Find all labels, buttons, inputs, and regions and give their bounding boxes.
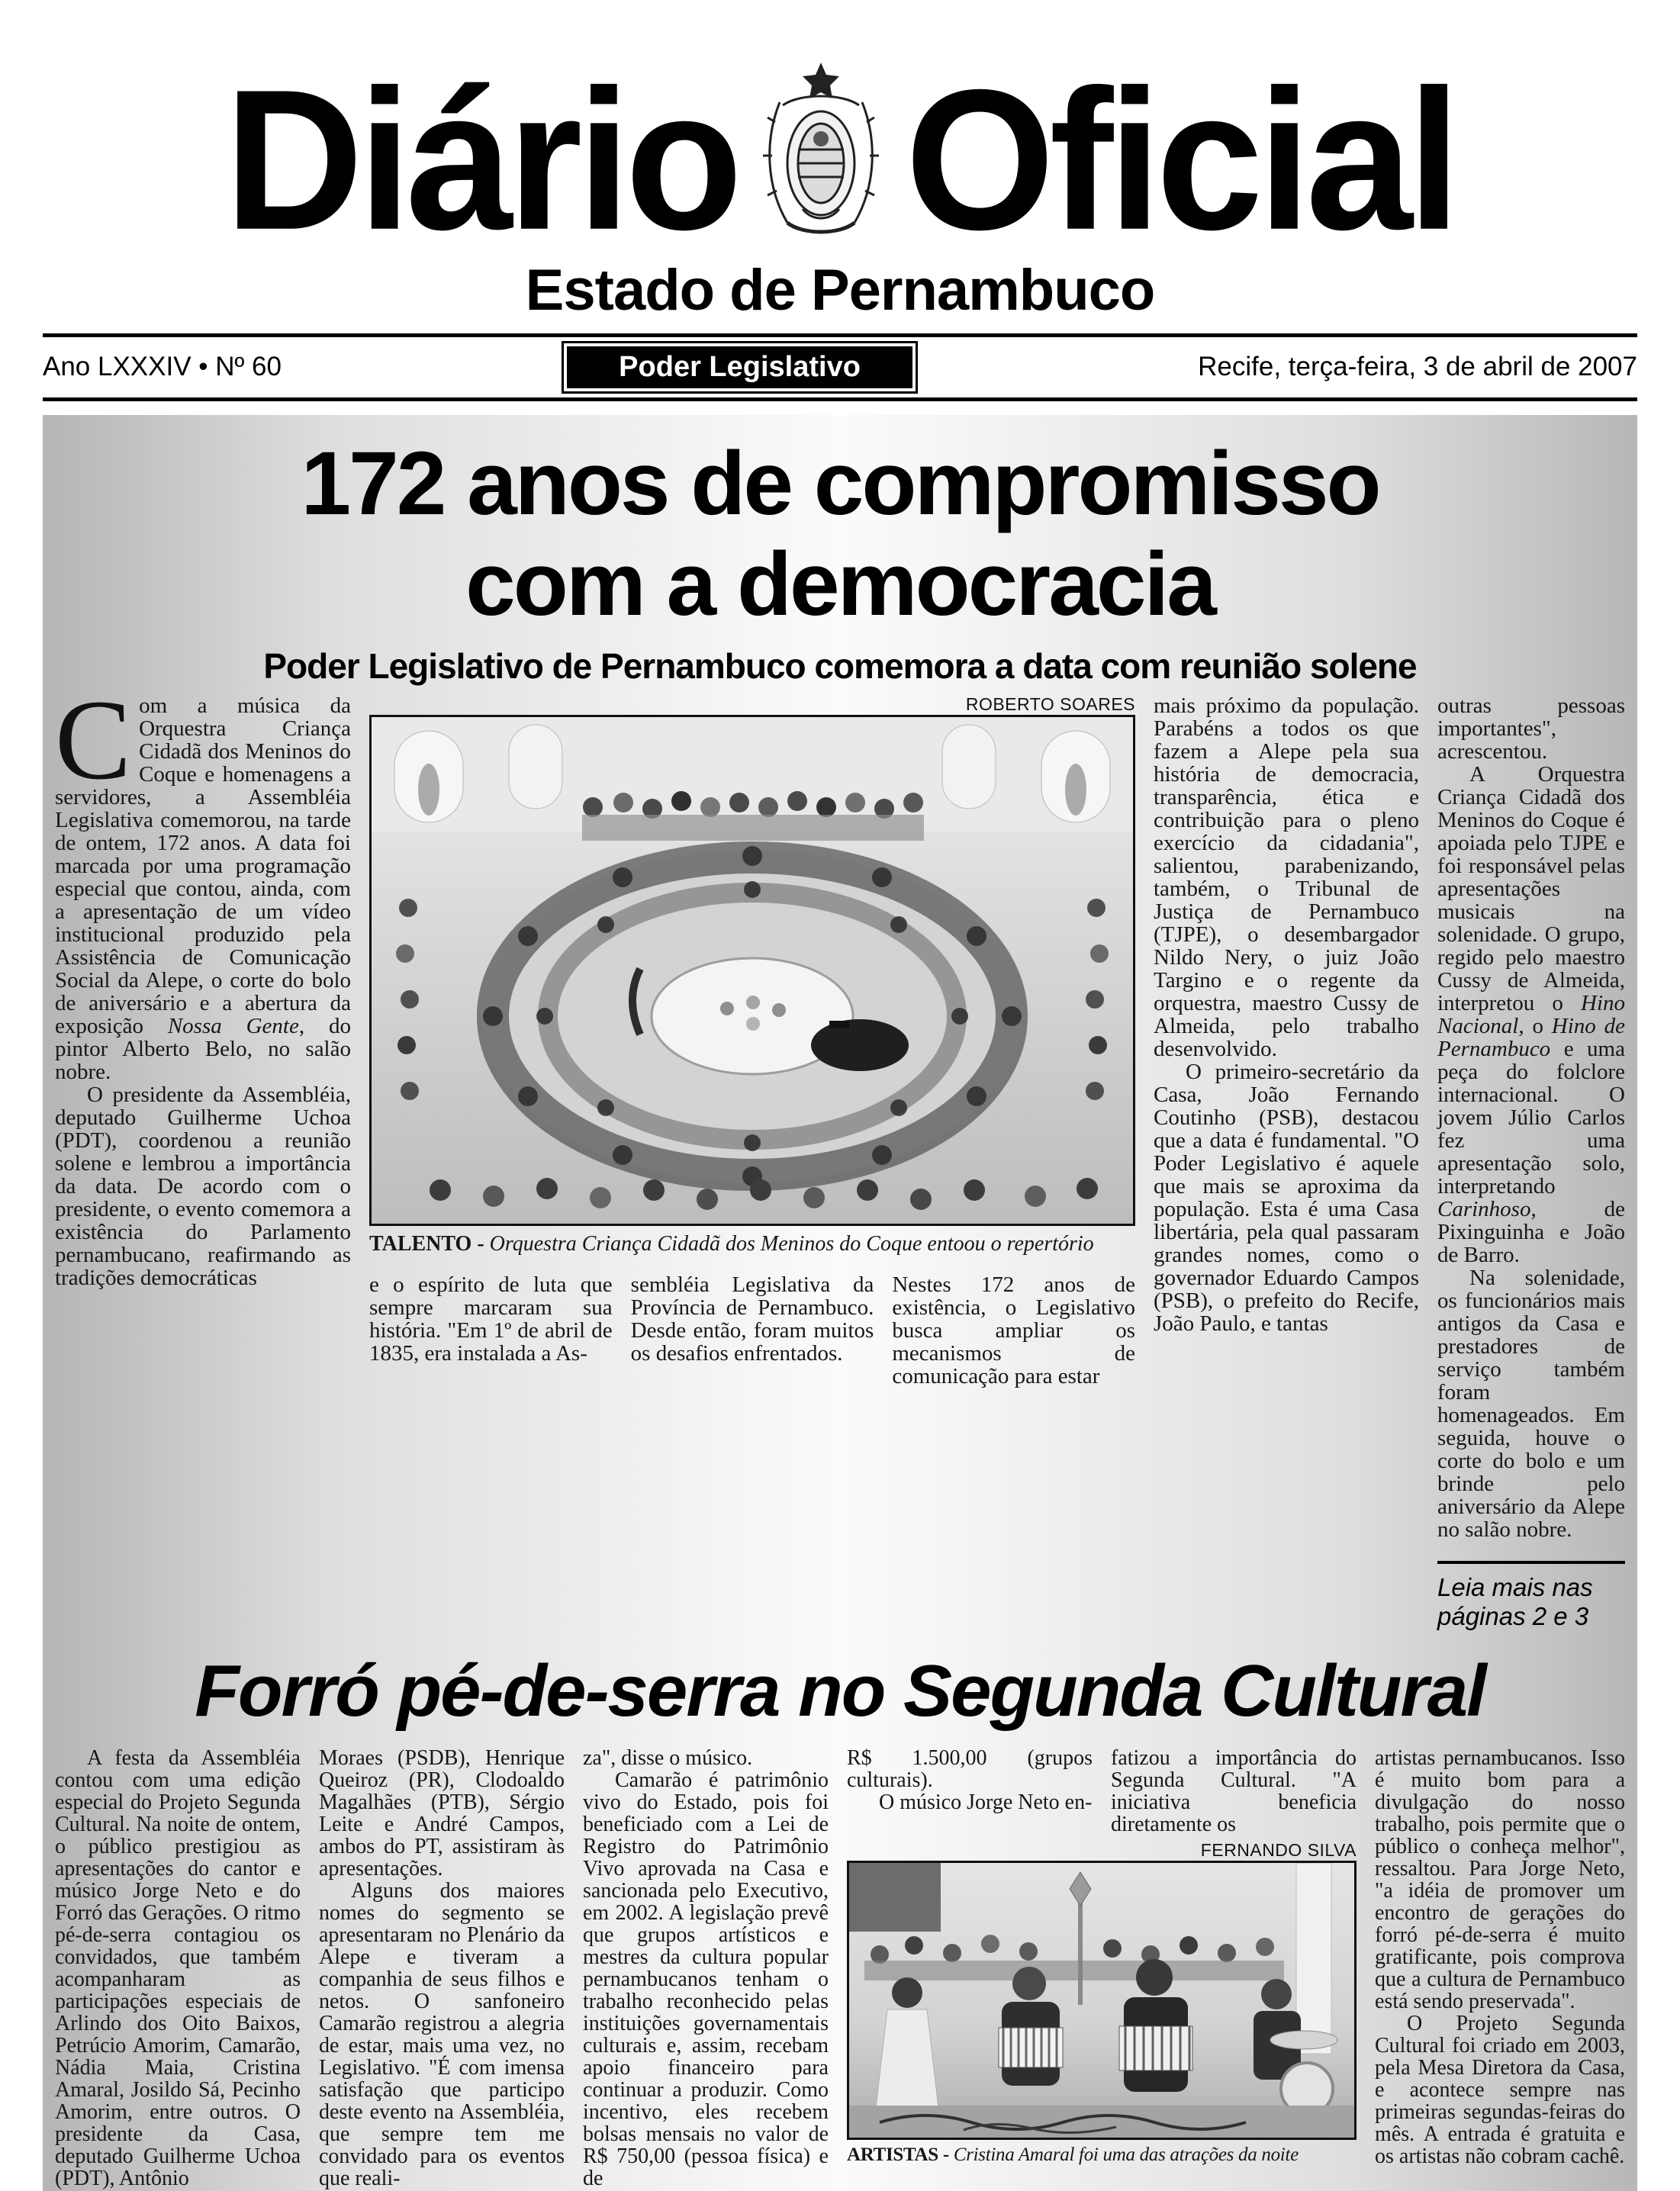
second-photo-credit: FERNANDO SILVA [1200, 1839, 1357, 1860]
star-shape [803, 63, 839, 98]
second-column-5: fatizou a importância do Segunda Cultural. "A iniciativa beneficia diretamente os [1111, 1745, 1357, 1836]
date-label: Recife, terça-feira, 3 de abril de 2007 [1198, 352, 1637, 382]
second-column-6: artistas pernambucanos. Isso é muito bom para a divulgação do nosso trabalho, pois permite que o público o conheça melhor", ressaltou. Para Jorge Neto, "a idéia de promover um encontro de gerações do forró pé-de-serra é muito gratificante, pois comprova que a cultura de Pernambuco está sendo preservada". O Projeto Segunda Cultural foi criado em 2003, pela Mesa Diretora da Casa, e acontece sempre nas primeiras segundas-feiras do mês. A entrada é gratuita e os artistas não cobram cachê. [1375, 1745, 1625, 2168]
lead-column-3: sembléia Legislativa da Província de Pernambuco. Desde então, foram muitos os desafios enfrentados. [630, 1272, 874, 1366]
lead-column-3b: Nestes 172 anos de existência, o Legislativo busca ampliar os mecanismos de comunicação para estar [892, 1272, 1136, 1389]
top-divider [43, 333, 1637, 337]
lead-headline-line2: com a democracia [465, 533, 1215, 635]
second-headline: Forró pé-de-serra no Segunda Cultural [195, 1650, 1485, 1733]
lead-caption-label: TALENTO - [369, 1232, 484, 1256]
second-column-1: A festa da Assembléia contou com uma edição especial do Projeto Segunda Cultural. Na noite de ontem, o público prestigiou as apresentações do cantor e músico Jorge Neto e do Forró das Gerações. O ritmo pé-de-serra contagiou os convidados, que também acompanharam as participações especiais de Arlindo dos Oito Baixos, Petrúcio Amorim, Camarão, Nádia Maia, Cristina Amaral, Josildo Sá, Pecinho Amorim, entre outros. O presidente da Casa, deputado Guilherme Uchoa (PDT), Antônio [55, 1745, 301, 2190]
second-story-body [55, 1747, 1625, 2189]
plenary-session-photo [369, 715, 1135, 1226]
lead-continuation-row [369, 1273, 1135, 1388]
read-more-note: Leia mais nas páginas 2 e 3 [1437, 1561, 1625, 1631]
lead-headline-line1: 172 anos de compromisso [301, 433, 1379, 534]
second-column-4: R$ 1.500,00 (grupos culturais). O músico Jorge Neto en- [847, 1745, 1093, 1814]
lead-photo-caption [369, 1232, 1135, 1256]
content-panel [43, 415, 1637, 2191]
band-performance-photo [847, 1861, 1357, 2140]
lead-column-5: outras pessoas importantes", acrescentou. A Orquestra Criança Cidadã dos Meninos do Coque é apoiada pelo TJPE e foi responsável pelas apresentações musicais na solenidade. O grupo, regido pelo maestro Cussy de Almeida, interpretou o Hino Nacional, o Hino de Pernambuco e uma peça do folclore internacional. O jovem Júlio Carlos fez uma apresentação solo, interpretando Carinhoso, de Pixinguinha e João de Barro. Na solenidade, os funcionários mais antigos da Casa e prestadores de serviço também foram homenageados. Em seguida, houve o corte do bolo e um brinde pelo aniversário da Alepe no salão nobre. [1437, 693, 1625, 1543]
second-caption-label: ARTISTAS - [847, 2144, 949, 2165]
masthead-title-right: Oficial [905, 48, 1456, 272]
masthead-subtitle: Estado de Pernambuco [525, 258, 1155, 323]
edition-label: Ano LXXXIV • Nº 60 [43, 352, 282, 382]
lead-subheadline: Poder Legislativo de Pernambuco comemora a data com reunião solene [263, 646, 1417, 687]
lead-caption-text: Orquestra Criança Cidadã dos Meninos do Coque entoou o repertório [484, 1232, 1094, 1256]
lead-column-1: Com a música da Orquestra Criança Cidadã dos Meninos do Coque e homenagens a servidores, a Assembléia Legislativa comemorou, na tarde de ontem, 172 anos. A data foi marcada por uma programação especial que contou, ainda, com a apresentação de um vídeo institucional produzido pela Assistência de Comunicação Social da Alepe, o corte do bolo de aniversário e a abertura da exposição Nossa Gente, do pintor Alberto Belo, no salão nobre. O presidente da Assembléia, deputado Guilherme Uchoa (PDT), coordenou a reunião solene e lembrou a importância da data. De acordo com o presidente, o evento comemora a existência do Parlamento pernambucano, reafirmando as tradições democráticas [55, 677, 351, 1291]
second-caption-text: Cristina Amaral foi uma das atrações da noite [948, 2144, 1299, 2165]
lead-photo-block [369, 694, 1135, 1388]
masthead [0, 0, 1680, 401]
lead-story-body [55, 677, 1625, 1631]
section-badge: Poder Legislativo [567, 346, 912, 388]
orchestra-circle [484, 850, 1021, 1182]
lead-column-4: mais próximo da população. Parabéns a todos os que fazem a Alepe pela sua história de democracia, transparência, ética e contribuição para o pleno exercício da cidadania", salientou, parabenizando, também, o Tribunal de Justiça de Pernambuco (TJPE), o desembargador Nildo Nery, o juiz João Targino e o regente da orquestra, maestro Cussy de Almeida, pelo trabalho desenvolvido. O primeiro-secretário da Casa, João Fernando Coutinho (PSB), destacou que a data é fundamental. "O Poder Legislativo é aquele que mais se aproxima da população. Esta é uma Casa libertária, pela qual passaram grandes nomes, como o governador Eduardo Campos (PSB), o prefeito do Recife, João Paulo, e tantas [1154, 693, 1419, 1337]
lead-column-5-wrap [1437, 694, 1625, 1631]
second-photo-block [847, 1747, 1357, 2166]
lead-headline [55, 420, 1625, 635]
masthead-title-left: Diário [224, 48, 738, 272]
info-bar [43, 346, 1637, 388]
second-column-3: za", disse o músico. Camarão é patrimônio vivo do Estado, pois foi beneficiado com a Lei de Registro do Patrimônio Vivo aprovada na Casa e sancionada pelo Executivo, em 2002. A legislação prevê que grupos artísticos e mestres da cultura popular pernambucanos tenham o trabalho reconhecido pelas instituições governamentais culturais e, assim, recebam apoio financeiro para continuar a produzir. Como incentivo, eles recebem bolsas mensais no valor de R$ 750,00 (pessoa física) e de [583, 1745, 829, 2190]
lead-photo-credit: ROBERTO SOARES [965, 694, 1135, 715]
lead-column-2: e o espírito de luta que sempre marcaram sua história. "Em 1º de abril de 1835, era instalada a As- [369, 1272, 613, 1366]
second-column-2: Moraes (PSDB), Henrique Queiroz (PR), Clodoaldo Magalhães (PTB), Sérgio Leite e André Campos, ambos do PT, assistiram às apresentações. Alguns dos maiores nomes do segmento se apresentaram no Plenário da Alepe e tiveram a companhia de seus filhos e netos. O sanfoneiro Camarão registrou a alegria de estar, mais uma vez, no Legislativo. "É com imensa satisfação que participo deste evento na Assembléia, que sempre tem me convidado para os eventos que reali- [319, 1745, 565, 2190]
pernambuco-coat-of-arms-icon [757, 49, 885, 248]
info-divider [43, 397, 1637, 401]
second-photo-caption [847, 2144, 1357, 2166]
stage-floor [849, 2106, 1354, 2138]
